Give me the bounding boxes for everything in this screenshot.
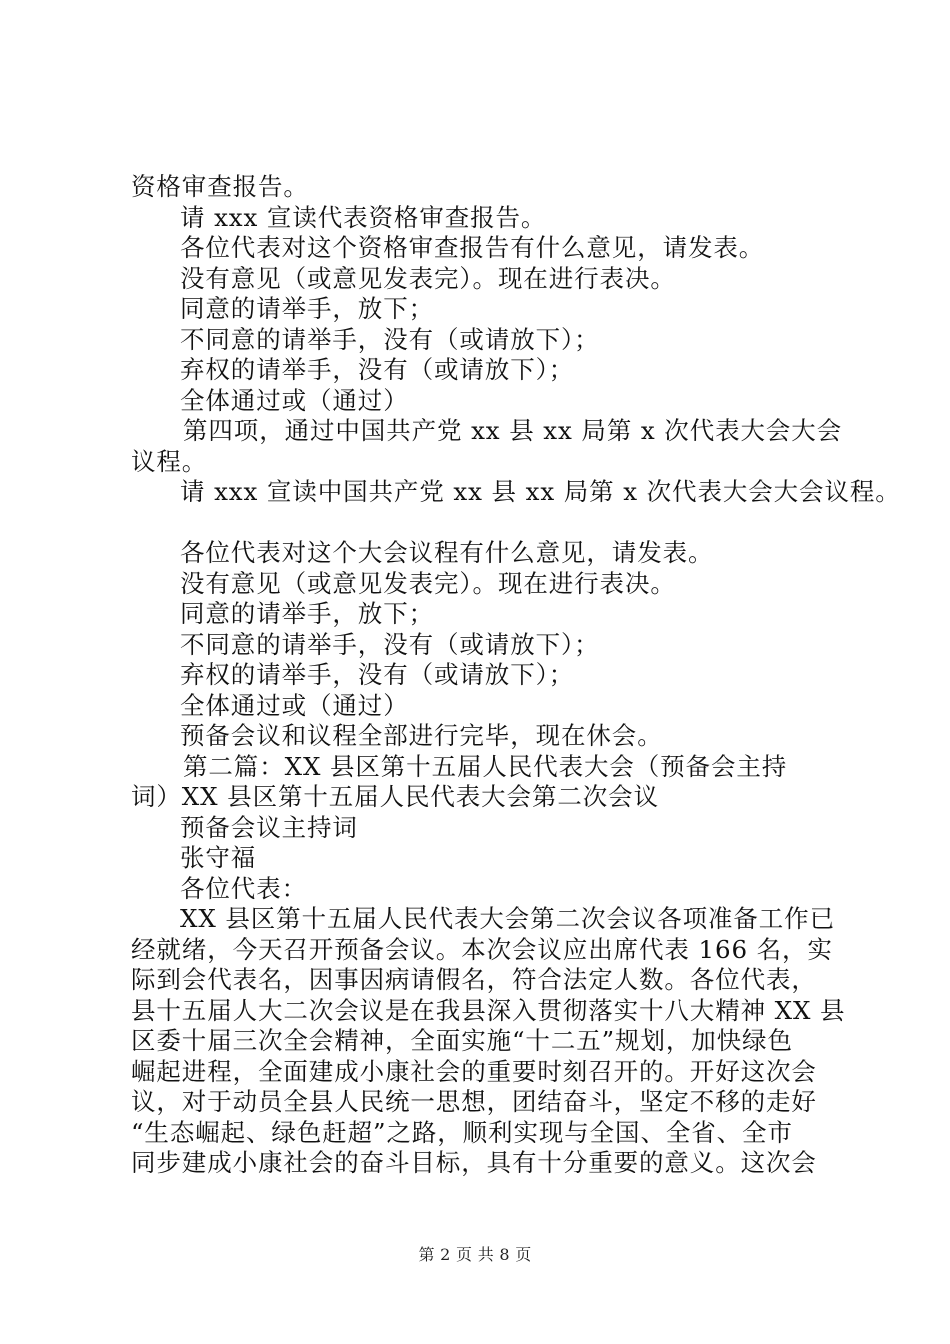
text-line: 同意的请举手，放下； xyxy=(180,294,434,323)
text-line: 崛起进程，全面建成小康社会的重要时刻召开的。开好这次会 xyxy=(131,1056,817,1086)
text-line: XX 县区第十五届人民代表大会第二次会议各项准备工作已 xyxy=(180,904,835,933)
text-line: 不同意的请举手，没有（或请放下）； xyxy=(180,324,600,354)
text-line: 预备会议主持词 xyxy=(180,812,358,842)
author-name: 张守福 xyxy=(180,843,257,872)
text-line: 资格审查报告。 xyxy=(131,172,309,201)
text-line: “生态崛起、绿色赶超”之路，顺利实现与全国、全省、全市 xyxy=(131,1117,793,1147)
text-line: 区委十届三次全会精神，全面实施“十二五”规划，加快绿色 xyxy=(131,1026,793,1055)
text-line: 弃权的请举手，没有（或请放下）； xyxy=(180,660,575,689)
text-line: 县十五届人大二次会议是在我县深入贯彻落实十八大精神 XX 县 xyxy=(131,995,846,1025)
text-line: 没有意见（或意见发表完）。现在进行表决。 xyxy=(180,263,676,293)
salutation: 各位代表： xyxy=(180,873,307,903)
text-line: 全体通过或（通过） xyxy=(180,385,409,415)
text-line: 同步建成小康社会的奋斗目标，具有十分重要的意义。这次会 xyxy=(131,1148,817,1177)
blank-line xyxy=(131,508,851,539)
text-line: 第四项，通过中国共产党 xx 县 xx 局第 x 次代表大会大会 xyxy=(183,416,843,445)
text-line: 议程。 xyxy=(131,446,208,476)
text-line: 预备会议和议程全部进行完毕，现在休会。 xyxy=(180,721,663,750)
page-footer xyxy=(0,1242,950,1265)
page-number: 第 2 页 共 8 页 xyxy=(418,1245,532,1264)
text-line: 议，对于动员全县人民统一思想，团结奋斗，坚定不移的走好 xyxy=(131,1087,817,1116)
text-line: 际到会代表名，因事因病请假名，符合法定人数。各位代表， xyxy=(131,965,817,994)
text-line: 请 xxx 宣读代表资格审查报告。 xyxy=(180,202,547,232)
text-line: 同意的请举手，放下； xyxy=(180,599,434,628)
text-line: 全体通过或（通过） xyxy=(180,690,409,720)
text-line: 没有意见（或意见发表完）。现在进行表决。 xyxy=(180,568,676,598)
section-heading-line: 词）XX 县区第十五届人民代表大会第二次会议 xyxy=(131,782,659,811)
text-line: 各位代表对这个资格审查报告有什么意见，请发表。 xyxy=(180,233,765,262)
text-line: 弃权的请举手，没有（或请放下）； xyxy=(180,355,575,384)
section-heading-line: 第二篇：XX 县区第十五届人民代表大会（预备会主持 xyxy=(183,751,788,781)
text-line: 请 xxx 宣读中国共产党 xx 县 xx 局第 x 次代表大会大会议程。 xyxy=(180,477,901,506)
document-body xyxy=(131,172,901,1179)
text-line: 各位代表对这个大会议程有什么意见，请发表。 xyxy=(180,538,714,567)
text-line: 经就绪，今天召开预备会议。本次会议应出席代表 166 名，实 xyxy=(131,934,833,964)
text-line: 不同意的请举手，没有（或请放下）； xyxy=(180,629,600,659)
